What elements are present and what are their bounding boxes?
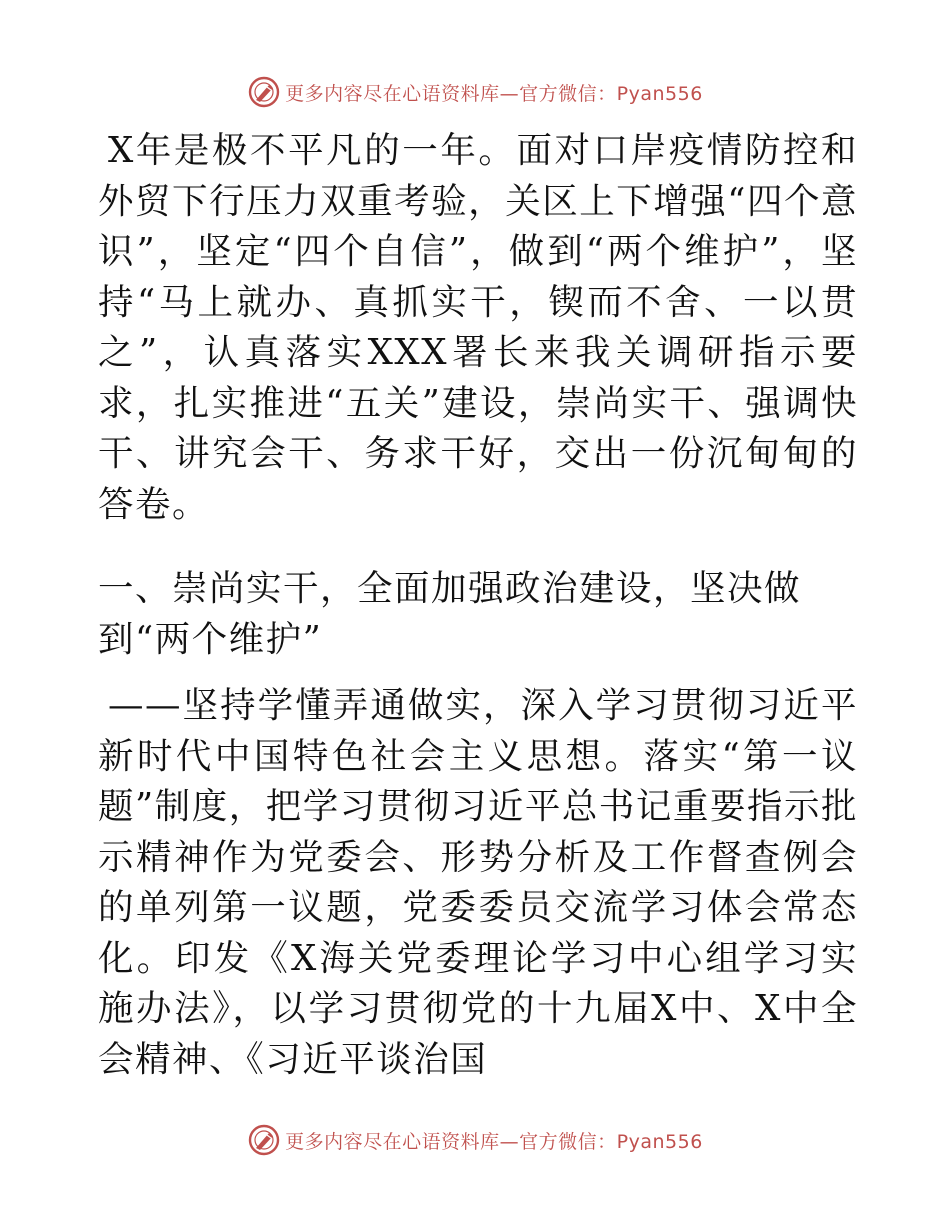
footer-watermark [0, 1120, 950, 1160]
pen-nib-circle-icon [247, 1123, 281, 1157]
section-heading-line1: 一、崇尚实干，全面加强政治建设，坚决做 [98, 568, 802, 609]
watermark-text: 更多内容尽在心语资料库—官方微信：Pyan556 [285, 82, 703, 105]
header-watermark [0, 72, 950, 112]
section-heading-line2: 到“两个维护” [98, 618, 323, 660]
intro-paragraph: X年是极不平凡的一年。面对口岸疫情防控和外贸下行压力双重考验，关区上下增强“四个意识”，坚定“四个自信”，做到“两个维护”，坚持“马上就办、真抓实干，锲而不舍、一以贯之”，认真落实XXX署长来我关调研指示要求，扎实推进“五关”建设，崇尚实干、强调快干、讲究会干、务求干好，交出一份沉甸甸的答卷。 [98, 130, 858, 525]
watermark-text: 更多内容尽在心语资料库—官方微信：Pyan556 [285, 1130, 703, 1153]
pen-nib-circle-icon [247, 75, 281, 109]
section-heading [98, 564, 858, 665]
document-body [98, 126, 858, 1085]
section-body-paragraph: ——坚持学懂弄通做实，深入学习贯彻习近平新时代中国特色社会主义思想。落实“第一议题”制度，把学习贯彻习近平总书记重要指示批示精神作为党委会、形势分析及工作督查例会的单列第一议题，党委委员交流学习体会常态化。印发《X海关党委理论学习中心组学习实施办法》，以学习贯彻党的十九届X中、X中全会精神、《习近平谈治国 [98, 685, 858, 1080]
